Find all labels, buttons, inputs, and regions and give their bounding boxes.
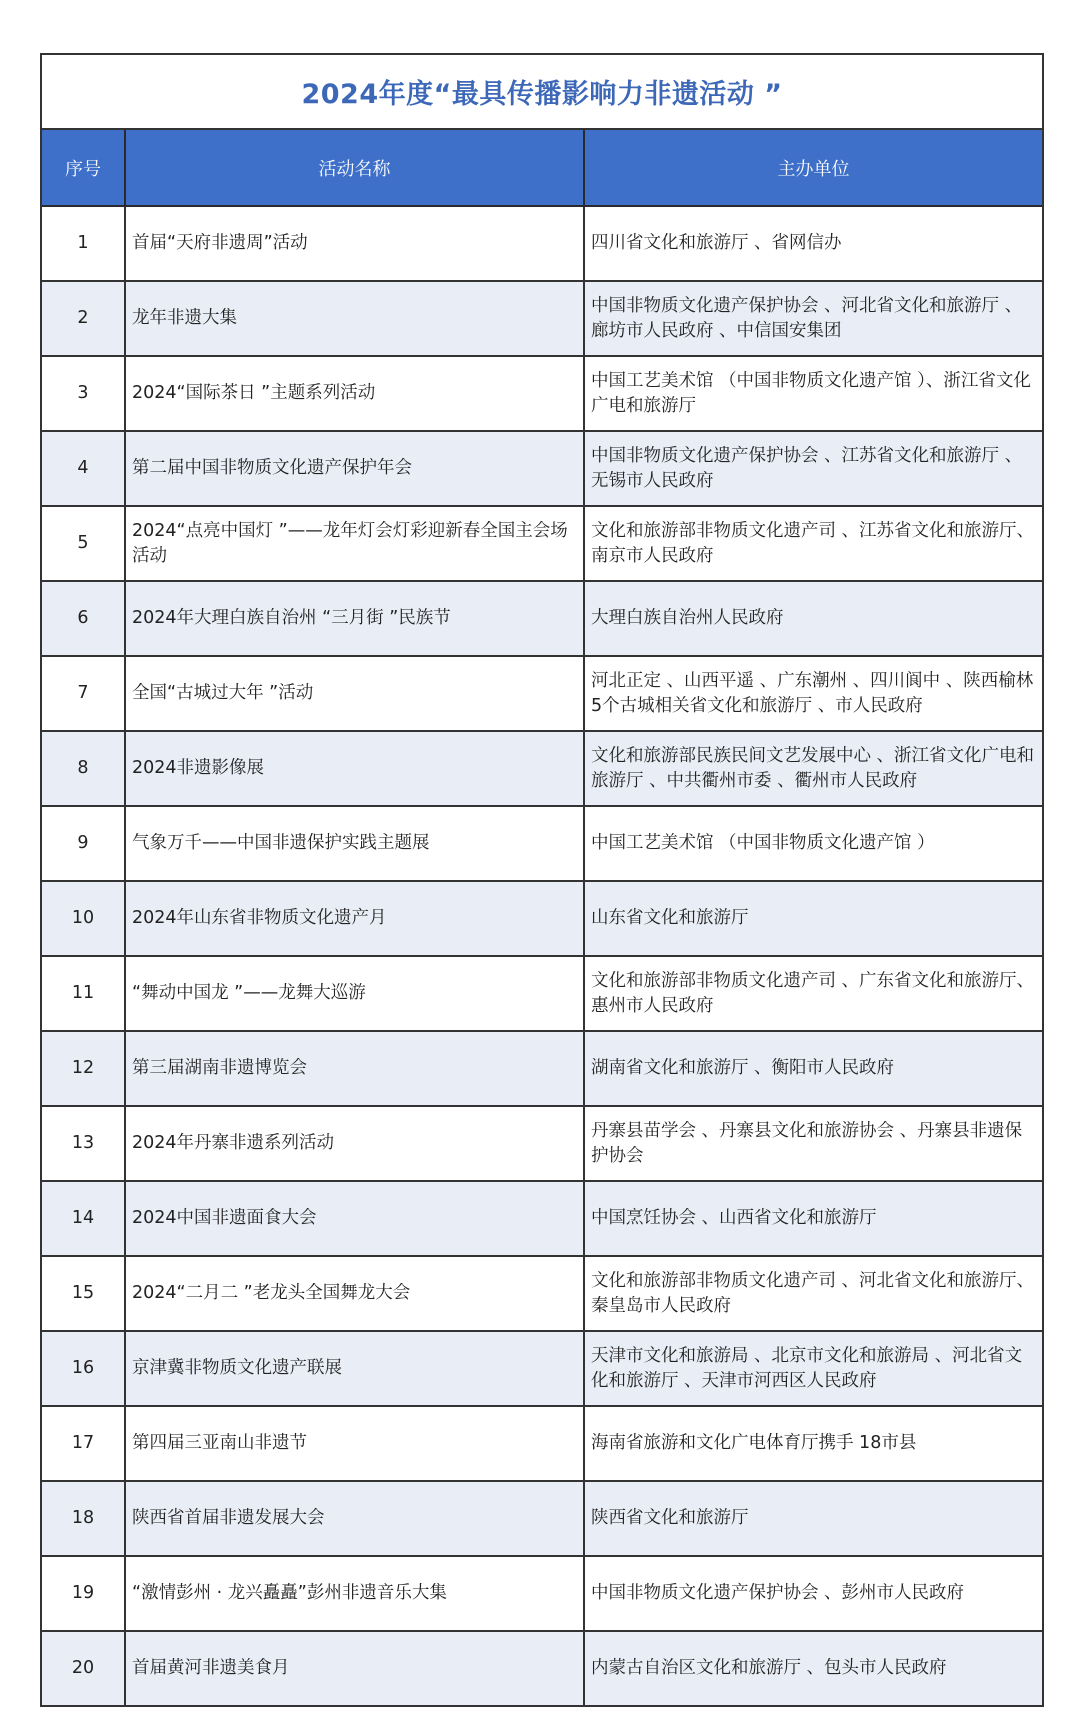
activity-name-cell: 首届黄河非遗美食月 bbox=[125, 1631, 584, 1705]
row-number: 19 bbox=[42, 1556, 125, 1631]
table-row bbox=[42, 1106, 1042, 1181]
activity-name-cell: 2024年大理白族自治州 “三月街 ”民族节 bbox=[125, 581, 584, 656]
table-row bbox=[42, 1331, 1042, 1406]
organizer-cell: 海南省旅游和文化广电体育厅携手 18市县 bbox=[584, 1406, 1042, 1481]
row-number: 9 bbox=[42, 806, 125, 881]
organizer-cell: 中国非物质文化遗产保护协会 、彭州市人民政府 bbox=[584, 1556, 1042, 1631]
row-number: 15 bbox=[42, 1256, 125, 1331]
header-row bbox=[42, 130, 1042, 206]
row-number: 4 bbox=[42, 431, 125, 506]
row-number: 10 bbox=[42, 881, 125, 956]
activity-name-cell: “激情彭州 · 龙兴矗矗”彭州非遗音乐大集 bbox=[125, 1556, 584, 1631]
row-number: 7 bbox=[42, 656, 125, 731]
table-row bbox=[42, 206, 1042, 281]
organizer-cell: 湖南省文化和旅游厅 、衡阳市人民政府 bbox=[584, 1031, 1042, 1106]
table-row bbox=[42, 1406, 1042, 1481]
activity-name-cell: 第四届三亚南山非遗节 bbox=[125, 1406, 584, 1481]
organizer-cell: 内蒙古自治区文化和旅游厅 、包头市人民政府 bbox=[584, 1631, 1042, 1705]
row-number: 16 bbox=[42, 1331, 125, 1406]
activities-grid bbox=[42, 130, 1042, 1705]
row-number: 14 bbox=[42, 1181, 125, 1256]
activity-name-cell: 陕西省首届非遗发展大会 bbox=[125, 1481, 584, 1556]
table-row bbox=[42, 731, 1042, 806]
activity-name-cell: 2024非遗影像展 bbox=[125, 731, 584, 806]
table-row bbox=[42, 1631, 1042, 1705]
organizer-cell: 大理白族自治州人民政府 bbox=[584, 581, 1042, 656]
organizer-cell: 中国非物质文化遗产保护协会 、河北省文化和旅游厅 、廊坊市人民政府 、中信国安集团 bbox=[584, 281, 1042, 356]
organizer-cell: 中国非物质文化遗产保护协会 、江苏省文化和旅游厅 、无锡市人民政府 bbox=[584, 431, 1042, 506]
activity-name-cell: 龙年非遗大集 bbox=[125, 281, 584, 356]
table-row bbox=[42, 281, 1042, 356]
activity-name-cell: 2024“二月二 ”老龙头全国舞龙大会 bbox=[125, 1256, 584, 1331]
activity-name-cell: 首届“天府非遗周”活动 bbox=[125, 206, 584, 281]
table-row bbox=[42, 356, 1042, 431]
row-number: 6 bbox=[42, 581, 125, 656]
activity-name-cell: 2024中国非遗面食大会 bbox=[125, 1181, 584, 1256]
organizer-cell: 丹寨县苗学会 、丹寨县文化和旅游协会 、丹寨县非遗保护协会 bbox=[584, 1106, 1042, 1181]
table-row bbox=[42, 506, 1042, 581]
header-activity-name: 活动名称 bbox=[125, 130, 584, 206]
table-row bbox=[42, 1256, 1042, 1331]
table-row bbox=[42, 1481, 1042, 1556]
row-number: 1 bbox=[42, 206, 125, 281]
table-row bbox=[42, 956, 1042, 1031]
activity-name-cell: 2024“国际茶日 ”主题系列活动 bbox=[125, 356, 584, 431]
organizer-cell: 天津市文化和旅游局 、北京市文化和旅游局 、河北省文化和旅游厅 、天津市河西区人民政府 bbox=[584, 1331, 1042, 1406]
activity-name-cell: 京津冀非物质文化遗产联展 bbox=[125, 1331, 584, 1406]
row-number: 5 bbox=[42, 506, 125, 581]
row-number: 13 bbox=[42, 1106, 125, 1181]
row-number: 2 bbox=[42, 281, 125, 356]
table-row bbox=[42, 881, 1042, 956]
header-number: 序号 bbox=[42, 130, 125, 206]
activity-name-cell: 2024年丹寨非遗系列活动 bbox=[125, 1106, 584, 1181]
activity-name-cell: 第二届中国非物质文化遗产保护年会 bbox=[125, 431, 584, 506]
table-row bbox=[42, 806, 1042, 881]
activity-name-cell: 2024年山东省非物质文化遗产月 bbox=[125, 881, 584, 956]
organizer-cell: 中国工艺美术馆 （中国非物质文化遗产馆 ）、浙江省文化广电和旅游厅 bbox=[584, 356, 1042, 431]
table-row bbox=[42, 1556, 1042, 1631]
row-number: 17 bbox=[42, 1406, 125, 1481]
organizer-cell: 文化和旅游部非物质文化遗产司 、江苏省文化和旅游厅、南京市人民政府 bbox=[584, 506, 1042, 581]
organizer-cell: 四川省文化和旅游厅 、省网信办 bbox=[584, 206, 1042, 281]
table-row bbox=[42, 1181, 1042, 1256]
row-number: 12 bbox=[42, 1031, 125, 1106]
organizer-cell: 河北正定 、山西平遥 、广东潮州 、四川阆中 、陕西榆林5个古城相关省文化和旅游厅 、市人民政府 bbox=[584, 656, 1042, 731]
row-number: 8 bbox=[42, 731, 125, 806]
activity-name-cell: 全国“古城过大年 ”活动 bbox=[125, 656, 584, 731]
organizer-cell: 陕西省文化和旅游厅 bbox=[584, 1481, 1042, 1556]
table-row bbox=[42, 1031, 1042, 1106]
organizer-cell: 文化和旅游部非物质文化遗产司 、河北省文化和旅游厅、秦皇岛市人民政府 bbox=[584, 1256, 1042, 1331]
table-title: 2024年度“最具传播影响力非遗活动 ” bbox=[42, 55, 1042, 130]
row-number: 11 bbox=[42, 956, 125, 1031]
organizer-cell: 文化和旅游部民族民间文艺发展中心 、浙江省文化广电和旅游厅 、中共衢州市委 、衢州市人民政府 bbox=[584, 731, 1042, 806]
organizer-cell: 山东省文化和旅游厅 bbox=[584, 881, 1042, 956]
activity-name-cell: “舞动中国龙 ”——龙舞大巡游 bbox=[125, 956, 584, 1031]
row-number: 20 bbox=[42, 1631, 125, 1705]
activity-name-cell: 气象万千——中国非遗保护实践主题展 bbox=[125, 806, 584, 881]
row-number: 18 bbox=[42, 1481, 125, 1556]
header-organizer: 主办单位 bbox=[584, 130, 1042, 206]
table-row bbox=[42, 581, 1042, 656]
activities-table bbox=[40, 53, 1044, 1707]
table-row bbox=[42, 656, 1042, 731]
row-number: 3 bbox=[42, 356, 125, 431]
activity-name-cell: 第三届湖南非遗博览会 bbox=[125, 1031, 584, 1106]
organizer-cell: 中国烹饪协会 、山西省文化和旅游厅 bbox=[584, 1181, 1042, 1256]
activity-name-cell: 2024“点亮中国灯 ”——龙年灯会灯彩迎新春全国主会场活动 bbox=[125, 506, 584, 581]
organizer-cell: 文化和旅游部非物质文化遗产司 、广东省文化和旅游厅、惠州市人民政府 bbox=[584, 956, 1042, 1031]
organizer-cell: 中国工艺美术馆 （中国非物质文化遗产馆 ） bbox=[584, 806, 1042, 881]
table-row bbox=[42, 431, 1042, 506]
